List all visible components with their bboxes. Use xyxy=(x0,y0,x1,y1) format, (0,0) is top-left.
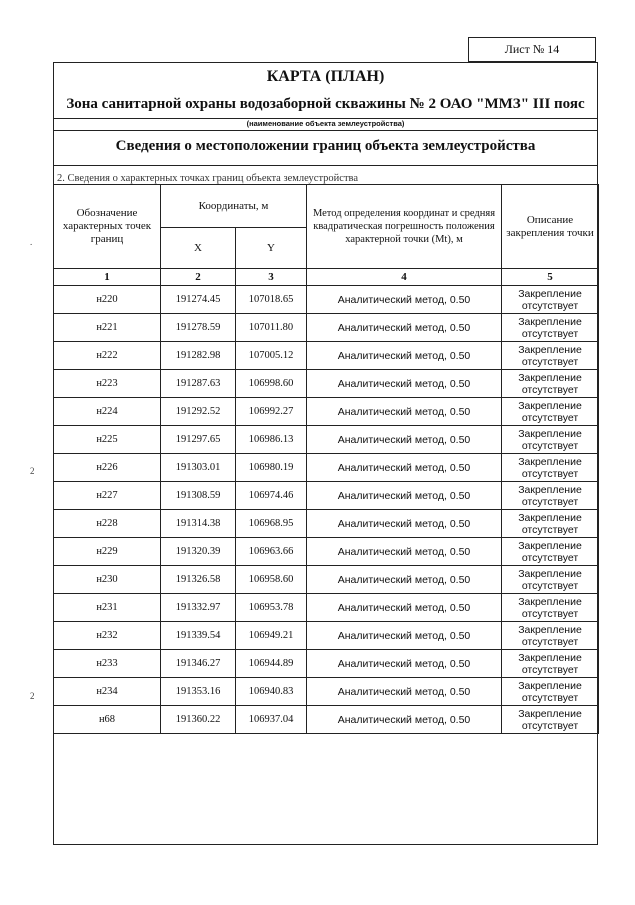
col-header-fixing: Описание закрепления точки xyxy=(502,185,599,269)
column-number: 5 xyxy=(502,269,599,286)
method-cell: Аналитический метод, 0.50 xyxy=(307,622,502,650)
y-coordinate-cell: 106940.83 xyxy=(236,678,307,706)
x-coordinate-cell: 191326.58 xyxy=(161,566,236,594)
method-cell: Аналитический метод, 0.50 xyxy=(307,314,502,342)
x-coordinate-cell: 191314.38 xyxy=(161,510,236,538)
margin-mark: 2 xyxy=(30,466,35,476)
y-coordinate-cell: 106968.95 xyxy=(236,510,307,538)
table-row xyxy=(54,650,599,678)
fixing-cell: Закрепление отсутствует xyxy=(502,314,599,342)
method-cell: Аналитический метод, 0.50 xyxy=(307,594,502,622)
y-coordinate-cell: 106949.21 xyxy=(236,622,307,650)
sheet-number: Лист № 14 xyxy=(504,42,560,56)
column-number-row xyxy=(54,269,599,286)
y-coordinate-cell: 106937.04 xyxy=(236,706,307,734)
method-cell: Аналитический метод, 0.50 xyxy=(307,566,502,594)
method-cell: Аналитический метод, 0.50 xyxy=(307,482,502,510)
col-header-designation: Обозначение характерных точек границ xyxy=(54,185,161,269)
table-header-row xyxy=(54,185,599,228)
x-coordinate-cell: 191287.63 xyxy=(161,370,236,398)
y-coordinate-cell: 106986.13 xyxy=(236,426,307,454)
x-coordinate-cell: 191292.52 xyxy=(161,398,236,426)
point-cell: н227 xyxy=(54,482,161,510)
fixing-cell: Закрепление отсутствует xyxy=(502,678,599,706)
y-coordinate-cell: 106974.46 xyxy=(236,482,307,510)
table-row xyxy=(54,426,599,454)
x-coordinate-cell: 191332.97 xyxy=(161,594,236,622)
table-row xyxy=(54,482,599,510)
table-body xyxy=(54,286,599,734)
table-row xyxy=(54,286,599,314)
method-cell: Аналитический метод, 0.50 xyxy=(307,370,502,398)
fixing-cell: Закрепление отсутствует xyxy=(502,622,599,650)
y-coordinate-cell: 107018.65 xyxy=(236,286,307,314)
fixing-cell: Закрепление отсутствует xyxy=(502,342,599,370)
document-title: КАРТА (ПЛАН) xyxy=(266,68,385,85)
method-cell: Аналитический метод, 0.50 xyxy=(307,706,502,734)
col-header-x: X xyxy=(161,228,236,269)
table-row xyxy=(54,370,599,398)
fixing-cell: Закрепление отсутствует xyxy=(502,426,599,454)
section-subheading: 2. Сведения о характерных точках границ объекта землеустройства xyxy=(57,173,359,184)
method-cell: Аналитический метод, 0.50 xyxy=(307,650,502,678)
table-row xyxy=(54,314,599,342)
x-coordinate-cell: 191360.22 xyxy=(161,706,236,734)
y-coordinate-cell: 106980.19 xyxy=(236,454,307,482)
column-number: 4 xyxy=(307,269,502,286)
method-cell: Аналитический метод, 0.50 xyxy=(307,342,502,370)
fixing-cell: Закрепление отсутствует xyxy=(502,286,599,314)
margin-mark: . xyxy=(30,237,33,247)
table-row xyxy=(54,622,599,650)
divider-line xyxy=(53,130,598,131)
table-row xyxy=(54,594,599,622)
method-cell: Аналитический метод, 0.50 xyxy=(307,454,502,482)
point-cell: н223 xyxy=(54,370,161,398)
margin-mark: 2 xyxy=(30,691,35,701)
point-cell: н230 xyxy=(54,566,161,594)
col-header-y: Y xyxy=(236,228,307,269)
fixing-cell: Закрепление отсутствует xyxy=(502,566,599,594)
x-coordinate-cell: 191346.27 xyxy=(161,650,236,678)
x-coordinate-cell: 191353.16 xyxy=(161,678,236,706)
point-cell: н225 xyxy=(54,426,161,454)
fixing-cell: Закрепление отсутствует xyxy=(502,650,599,678)
section-heading: Сведения о местоположении границ объекта землеустройства xyxy=(115,138,536,154)
method-cell: Аналитический метод, 0.50 xyxy=(307,398,502,426)
object-name-caption: (наименование объекта землеустройства) xyxy=(246,119,405,128)
y-coordinate-cell: 107011.80 xyxy=(236,314,307,342)
point-cell: н234 xyxy=(54,678,161,706)
fixing-cell: Закрепление отсутствует xyxy=(502,594,599,622)
y-coordinate-cell: 107005.12 xyxy=(236,342,307,370)
point-cell: н229 xyxy=(54,538,161,566)
x-coordinate-cell: 191308.59 xyxy=(161,482,236,510)
y-coordinate-cell: 106992.27 xyxy=(236,398,307,426)
method-cell: Аналитический метод, 0.50 xyxy=(307,678,502,706)
table-row xyxy=(54,678,599,706)
fixing-cell: Закрепление отсутствует xyxy=(502,370,599,398)
column-number: 2 xyxy=(161,269,236,286)
table-row xyxy=(54,342,599,370)
fixing-cell: Закрепление отсутствует xyxy=(502,510,599,538)
object-name: Зона санитарной охраны водозаборной скважины № 2 ОАО "ММЗ" III пояс xyxy=(66,96,585,112)
method-cell: Аналитический метод, 0.50 xyxy=(307,510,502,538)
table-row xyxy=(54,398,599,426)
x-coordinate-cell: 191339.54 xyxy=(161,622,236,650)
x-coordinate-cell: 191297.65 xyxy=(161,426,236,454)
sheet-number-box xyxy=(468,37,596,62)
x-coordinate-cell: 191278.59 xyxy=(161,314,236,342)
point-cell: н224 xyxy=(54,398,161,426)
table-row xyxy=(54,566,599,594)
table-row xyxy=(54,706,599,734)
x-coordinate-cell: 191274.45 xyxy=(161,286,236,314)
method-cell: Аналитический метод, 0.50 xyxy=(307,426,502,454)
method-cell: Аналитический метод, 0.50 xyxy=(307,538,502,566)
column-number: 3 xyxy=(236,269,307,286)
y-coordinate-cell: 106944.89 xyxy=(236,650,307,678)
x-coordinate-cell: 191282.98 xyxy=(161,342,236,370)
point-cell: н231 xyxy=(54,594,161,622)
section-divider xyxy=(53,165,598,166)
x-coordinate-cell: 191303.01 xyxy=(161,454,236,482)
point-cell: н220 xyxy=(54,286,161,314)
fixing-cell: Закрепление отсутствует xyxy=(502,538,599,566)
point-cell: н233 xyxy=(54,650,161,678)
fixing-cell: Закрепление отсутствует xyxy=(502,454,599,482)
point-cell: н228 xyxy=(54,510,161,538)
table-row xyxy=(54,538,599,566)
y-coordinate-cell: 106998.60 xyxy=(236,370,307,398)
point-cell: н232 xyxy=(54,622,161,650)
boundary-points-table xyxy=(53,184,599,734)
col-header-method: Метод определения координат и средняя квадратическая погрешность положения характерной точки (Mt), м xyxy=(307,185,502,269)
table-row xyxy=(54,454,599,482)
col-header-coordinates: Координаты, м xyxy=(161,185,307,228)
point-cell: н226 xyxy=(54,454,161,482)
y-coordinate-cell: 106958.60 xyxy=(236,566,307,594)
fixing-cell: Закрепление отсутствует xyxy=(502,706,599,734)
fixing-cell: Закрепление отсутствует xyxy=(502,398,599,426)
point-cell: н222 xyxy=(54,342,161,370)
method-cell: Аналитический метод, 0.50 xyxy=(307,286,502,314)
y-coordinate-cell: 106953.78 xyxy=(236,594,307,622)
table-row xyxy=(54,510,599,538)
x-coordinate-cell: 191320.39 xyxy=(161,538,236,566)
y-coordinate-cell: 106963.66 xyxy=(236,538,307,566)
point-cell: н221 xyxy=(54,314,161,342)
point-cell: н68 xyxy=(54,706,161,734)
column-number: 1 xyxy=(54,269,161,286)
fixing-cell: Закрепление отсутствует xyxy=(502,482,599,510)
